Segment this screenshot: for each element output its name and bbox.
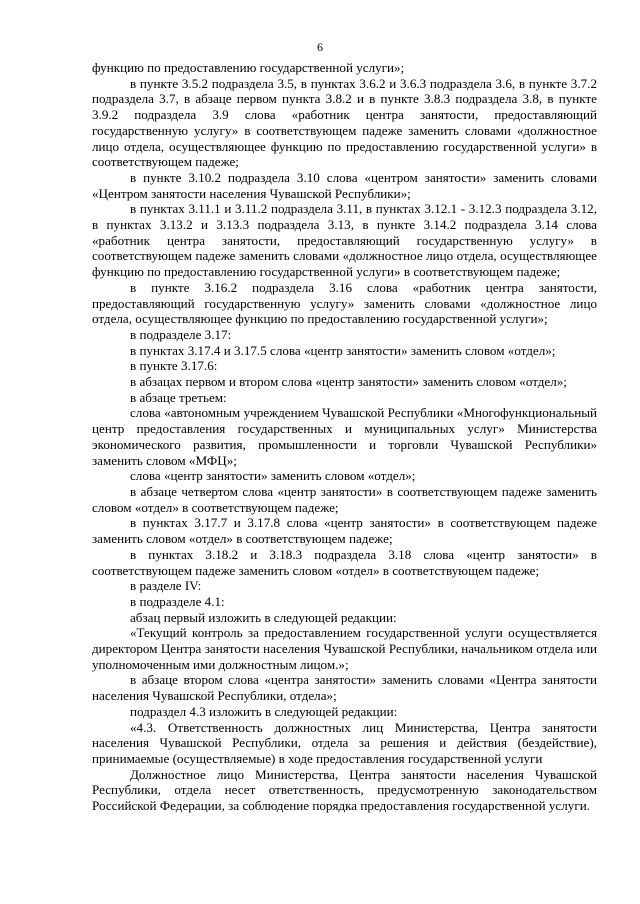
paragraph: в пунктах 3.18.2 и 3.18.3 подраздела 3.18 слова «центр занятости» в соответствующем падеже заменить словом «отдел» в соответствующем падеже; [92,546,597,578]
paragraph: Должностное лицо Министерства, Центра занятости населения Чувашской Республики, отдела несет ответственность, предусмотренную законодательством Российской Федерации, за соблюдение порядка предоставления государственной услуги. [92,766,597,814]
paragraph: в пункте 3.5.2 подраздела 3.5, в пунктах 3.6.2 и 3.6.3 подраздела 3.6, в пункте 3.7.2 подраздела 3.7, в абзаце первом пункта 3.8.2 и в пункте 3.8.3 подраздела 3.8, в пункте 3.9.2 подраздела 3.9 слова «работник центра занятости, предоставляющий государственную услугу» в соответствующем падеже заменить словами «должностное лицо отдела, осуществляющее функцию по предоставлению государственной услуги» в соответствующем падеже; [92,75,597,170]
paragraph: в пунктах 3.17.7 и 3.17.8 слова «центр занятости» в соответствующем падеже заменить словом «отдел» в соответствующем падеже; [92,515,597,547]
paragraph: в пунктах 3.11.1 и 3.11.2 подраздела 3.11, в пунктах 3.12.1 - 3.12.3 подраздела 3.12, в пунктах 3.13.2 и 3.13.3 подраздела 3.13, в пункте 3.14.2 подраздела 3.14 слова «работник центра занятости, предоставляющий государственную услугу» в соответствующем падеже заменить словами «должностное лицо отдела, осуществляющее функцию по предоставлению государственной услуги» в соответствующем падеже; [92,201,597,280]
paragraph: в пунктах 3.17.4 и 3.17.5 слова «центр занятости» заменить словом «отдел»; [130,342,556,358]
paragraph: функцию по предоставлению государственной услуги»; [92,60,405,75]
paragraph: в пункте 3.10.2 подраздела 3.10 слова «центром занятости» заменить словами «Центром занятости населения Чувашской Республики»; [92,169,597,201]
paragraph: в подразделе 4.1: [130,593,225,609]
paragraph: в разделе IV: [130,578,202,594]
paragraph: «4.3. Ответственность должностных лиц Министерства, Центра занятости населения Чувашской Республики, отдела за решения и действия (бездействие), принимаемые (осуществляемые) в ходе предоставления государственной услуги [92,719,597,766]
paragraph: слова «автономным учреждением Чувашской Республики «Многофункциональный центр предоставления государственных и муниципальных услуг» Министерства экономического развития, промышленности и торговли Чувашской Республики» заменить словом «МФЦ»; [92,405,597,468]
paragraph: в абзаце третьем: [130,389,227,405]
paragraph: в пункте 3.17.6: [130,358,218,374]
paragraph: в подразделе 3.17: [130,326,232,342]
paragraph: слова «центр занятости» заменить словом «отдел»; [130,468,416,484]
paragraph: «Текущий контроль за предоставлением государственной услуги осуществляется директором Центра занятости населения Чувашской Республики, начальником отдела или уполномоченным ими должностным лицом.»; [92,625,597,672]
paragraph: в абзацах первом и втором слова «центр занятости» заменить словом «отдел»; [130,374,567,390]
paragraph: подраздел 4.3 изложить в следующей редакции: [130,703,398,719]
paragraph: в абзаце четвертом слова «центр занятости» в соответствующем падеже заменить словом «отдел» в соответствующем падеже; [92,483,597,515]
paragraph: абзац первый изложить в следующей редакции: [130,609,397,625]
paragraph: в абзаце втором слова «центра занятости» заменить словами «Центра занятости населения Чувашской Республики, отдела»; [92,672,597,704]
document-body [92,60,597,814]
paragraph: в пункте 3.16.2 подраздела 3.16 слова «работник центра занятости, предоставляющий государственную услугу» заменить словами «должностное лицо отдела, осуществляющее функцию по предоставлению государственной услуги»; [92,279,597,327]
page-number: 6 [317,40,323,54]
